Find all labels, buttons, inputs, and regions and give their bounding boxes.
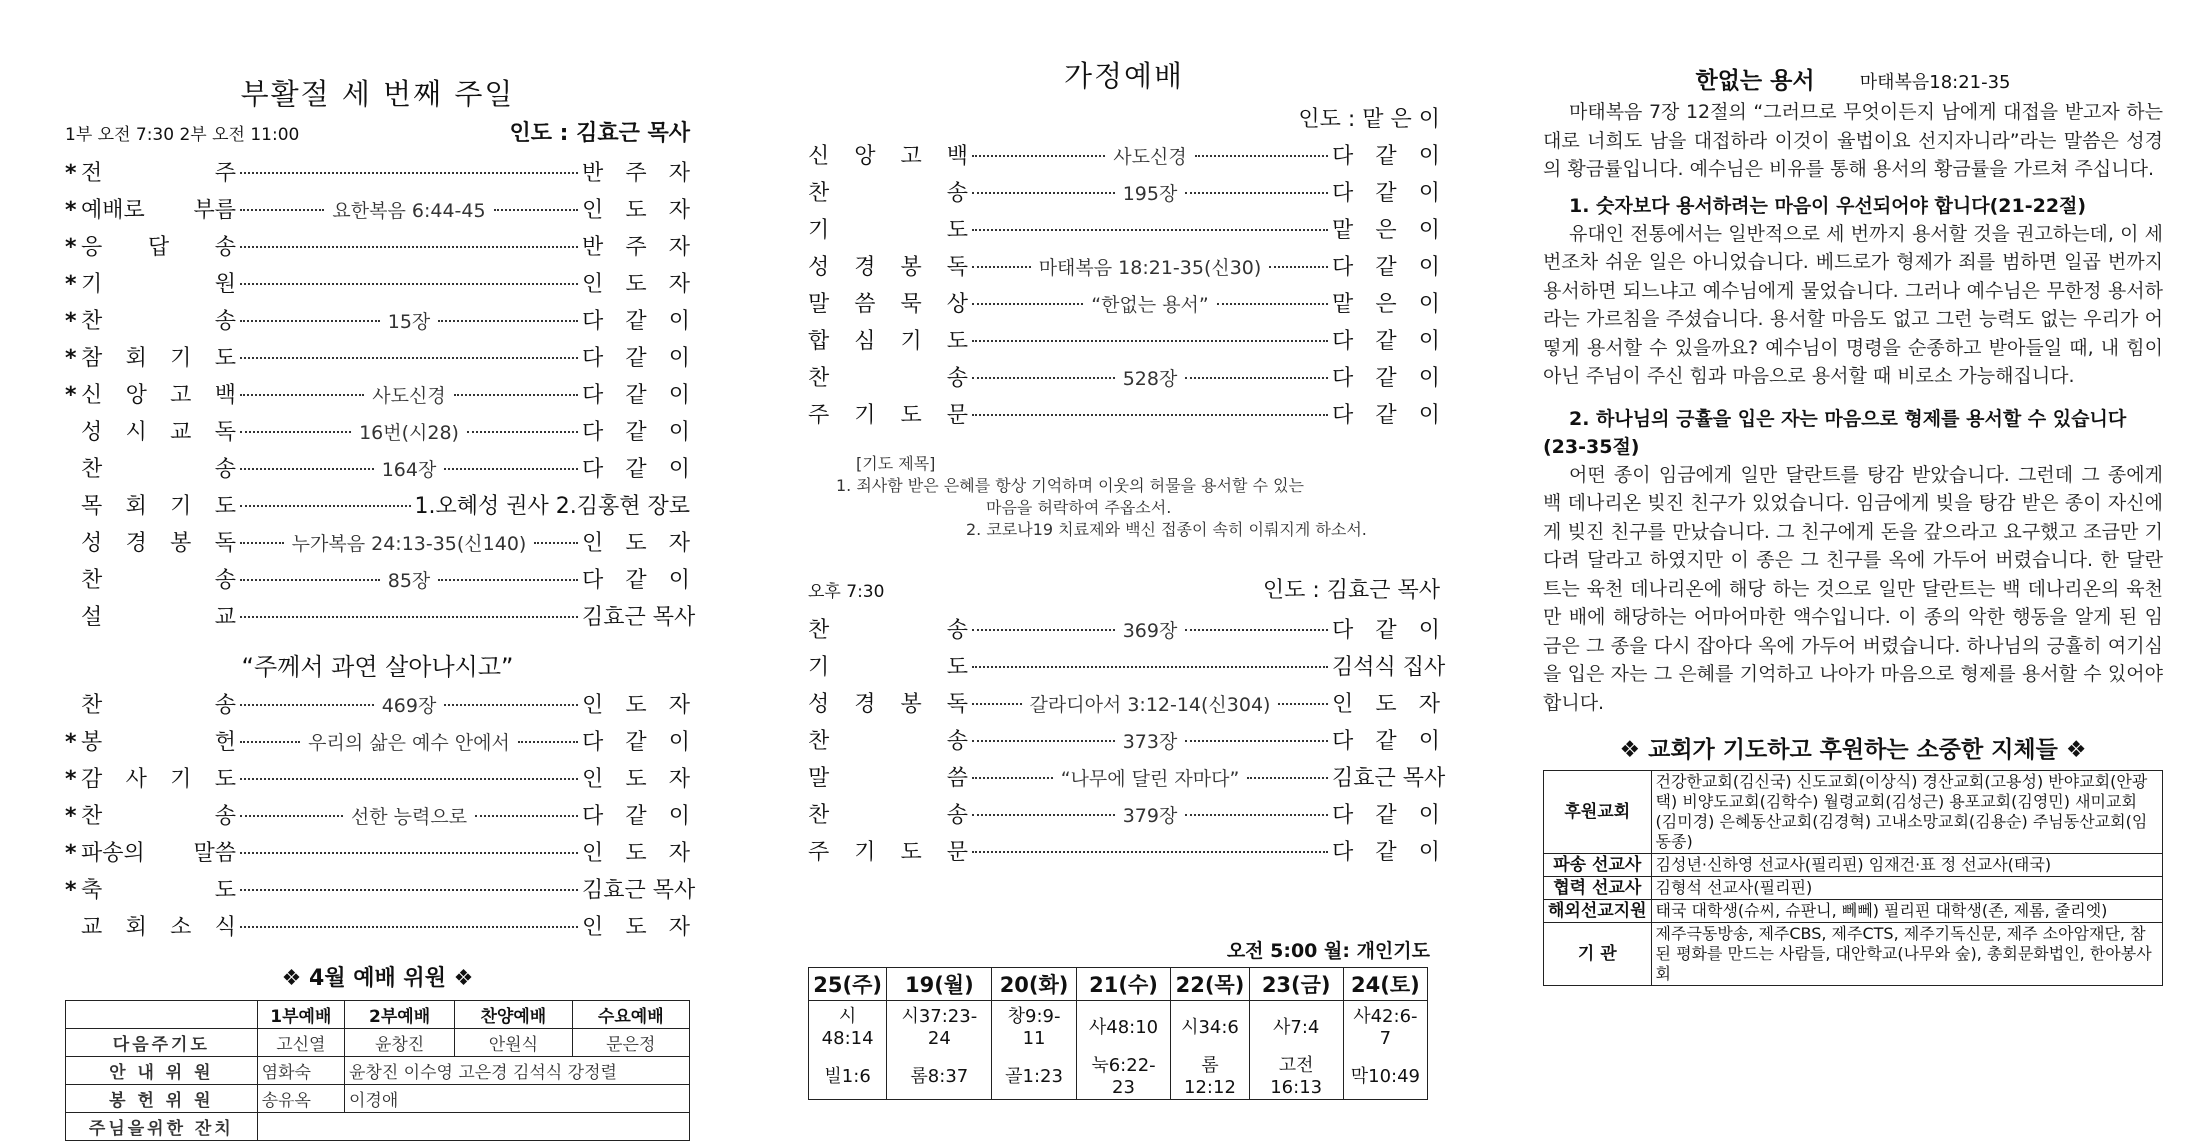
order-item-detail: 사도신경 (1113, 146, 1187, 168)
order-item-person: 다 같 이 (1332, 803, 1440, 828)
committee-header: 찬양예배 (455, 1001, 572, 1029)
order-item (808, 798, 1440, 835)
leader-dots (240, 692, 374, 706)
leader-dots (438, 567, 578, 581)
evening-time: 오후 7:30 (808, 582, 885, 602)
order-item-person: 다 같 이 (1332, 366, 1440, 391)
leader-dots (240, 729, 300, 743)
order-item (65, 526, 690, 563)
order-item (65, 799, 690, 836)
leader-dots (240, 840, 578, 854)
order-item (65, 600, 696, 637)
leader-dots (240, 197, 324, 211)
committee-header: 2부예배 (345, 1001, 455, 1029)
committee-header (66, 1001, 258, 1029)
committee-title: ❖ 4월 예배 위원 ❖ (281, 966, 474, 991)
order-item-label: 찬 송 (81, 693, 236, 718)
dawn-day-header: 25(주) (809, 968, 887, 1001)
support-detail: 김성년·신하영 선교사(필리핀) 임재건·표 정 선교사(태국) (1651, 854, 2162, 877)
point-1-paragraph: 유대인 전통에서는 일반적으로 세 번까지 용서할 것을 권고하는데, 이 세 번조차 쉬운 일은 아니었습니다. 베드로가 형제가 죄를 범하면 일곱 번까지 용서하면 되느냐고 예수님에게 물었습니다. 그러나 예수님은 무한정 용서하라는 가르침을 주셨습니다. 용서할 마음도 없고 그런 능력도 없는 우리가 어떻게 용서할 수 있을까요? 예수님이 명령을 순종하고 받아들일 때, 내 힘이 아닌 주님이 주신 힘과 마음으로 용서할 때 비로소 가능해집니다. (1543, 222, 2163, 387)
standing-mark: * (65, 767, 77, 792)
committee-role: 주님을위한 잔치 (66, 1113, 258, 1141)
order-item (808, 761, 1446, 798)
order-item (808, 287, 1440, 324)
order-item (65, 873, 696, 910)
order-item (65, 452, 690, 489)
order-item-label: 찬 송 (81, 804, 236, 829)
order-item-label: 합 심 기 도 (808, 329, 968, 354)
support-detail: 건강한교회(김신국) 신도교회(이상식) 경산교회(고용성) 반야교회(안광택) 비양도교회(김학수) 월령교회(김성근) 용포교회(김영민) 새미교회(김미경) 은혜동산교회(김경혁) 고내소망교회(김용순) 주님동산교회(임동종) (1651, 771, 2162, 854)
order-item-label: 참 회 기 도 (81, 346, 236, 371)
order-item-label: 말 씀 (808, 766, 968, 791)
order-item (65, 193, 690, 230)
order-item-label: 성 시 교 독 (81, 420, 236, 445)
order-item-label: 파송의 말씀 (81, 841, 236, 866)
support-table (1543, 770, 2163, 986)
meditation-reference: 마태복음18:21-35 (1859, 72, 2011, 93)
leader-dots (240, 234, 578, 248)
order-item (808, 687, 1440, 724)
order-item (65, 304, 690, 341)
order-item-detail: 갈라디아서 3:12-14(신304) (1029, 694, 1271, 716)
order-item-label: 찬 송 (81, 457, 236, 482)
leader-dots (240, 308, 380, 322)
order-item (808, 361, 1440, 398)
order-item-detail: 369장 (1122, 620, 1178, 642)
leader-dots (1278, 691, 1328, 705)
order-item-label: 찬 송 (808, 181, 968, 206)
leader-dots (972, 728, 1115, 742)
dawn-verse-cell: 막10:49 (1343, 1050, 1427, 1100)
committee-role: 안 내 위 원 (66, 1057, 258, 1085)
leader-dots (518, 729, 578, 743)
dawn-verse-cell: 롬8:37 (887, 1050, 992, 1100)
leader-dots (972, 802, 1115, 816)
order-item-label: 신 앙 고 백 (81, 383, 236, 408)
leader-dots (444, 692, 578, 706)
order-item-person: 맡 은 이 (1332, 218, 1440, 243)
order-item-person: 김효근 목사 (582, 878, 696, 903)
prayer-item-1-cont: 마음을 허락하여 주옵소서. (986, 498, 1172, 517)
leader-dots (1185, 728, 1328, 742)
order-item (65, 762, 690, 799)
order-item-person: 김효근 목사 (1332, 766, 1446, 791)
order-item-label: 기 원 (81, 272, 236, 297)
order-item (808, 176, 1440, 213)
committee-role: 다음주기도 (66, 1029, 258, 1057)
order-item-label: 기 도 (808, 655, 968, 680)
service-header (65, 116, 690, 156)
dawn-verse-cell: 고전16:13 (1249, 1050, 1343, 1100)
table-row (66, 1057, 690, 1085)
order-item-person: 반 주 자 (582, 235, 690, 260)
dawn-prayer-table (808, 967, 1428, 1100)
leader-label: 인도 : 김효근 목사 (509, 121, 690, 146)
order-item-label: 찬 송 (808, 366, 968, 391)
leader-dots (475, 803, 578, 817)
order-item-label: 찬 송 (808, 729, 968, 754)
order-item-label: 예배로 부름 (81, 198, 236, 223)
order-item-detail: 164장 (381, 459, 437, 481)
table-row (66, 1029, 690, 1057)
order-item-detail: 선한 능력으로 (350, 806, 468, 828)
order-item-person: 김석식 집사 (1332, 655, 1446, 680)
order-item (808, 139, 1440, 176)
order-item-person: 다 같 이 (582, 346, 690, 371)
leader-dots (240, 419, 351, 433)
leader-dots (1185, 180, 1328, 194)
order-item-person: 다 같 이 (1332, 840, 1440, 865)
leader-dots (467, 419, 578, 433)
order-item-detail: 16번(시28) (359, 422, 459, 444)
order-item (808, 324, 1440, 361)
committee-table (65, 1000, 690, 1141)
leader-dots (1217, 291, 1328, 305)
order-item-label: 감 사 기 도 (81, 767, 236, 792)
prayer-title: [기도 제목] (856, 454, 936, 473)
order-item-person: 인 도 자 (582, 915, 690, 940)
order-item-person: 1.오혜성 권사 2.김홍현 장로 (414, 494, 690, 519)
family-order-list (808, 139, 1440, 435)
order-item-label: 교 회 소 식 (81, 915, 236, 940)
order-item (65, 415, 690, 452)
leader-dots (240, 803, 343, 817)
support-category: 해외선교지원 (1544, 900, 1652, 923)
dawn-verse-cell: 사48:10 (1076, 1001, 1171, 1051)
order-item-detail: 195장 (1122, 183, 1178, 205)
point-1-heading: 1. 숫자보다 용서하려는 마음이 우선되어야 합니다(21-22절) (1569, 194, 2087, 217)
order-item-label: 찬 송 (81, 309, 236, 334)
order-item (65, 230, 690, 267)
order-item-detail: 사도신경 (372, 385, 446, 407)
leader-label: 인도 : 맡 은 이 (1298, 107, 1440, 132)
leader-dots (972, 365, 1115, 379)
leader-dots (972, 617, 1115, 631)
leader-dots (972, 839, 1328, 853)
family-leader (808, 102, 1440, 139)
point-2-paragraph: 어떤 종이 임금에게 일만 달란트를 탕감 받았습니다. 그런데 그 종에게 백 데나리온 빚진 친구가 있었습니다. 임금에게 빚을 탕감 받은 종이 자신에게 빚진 친구를 만났습니다. 그 친구에게 돈을 갚으라고 요구했고 조금만 기다려 달라고 하였지만 이 종은 그 친구를 옥에 가두어 버렸습니다. 한 달란트는 육천 데나리온에 해당 하는 것으로 일만 달란트는 백 데나리온의 육천만 배에 해당하는 어마어마한 액수입니다. 이 종의 악한 행동을 알게 된 임금은 그 종을 다시 잡아다 옥에 가두어 버렸습니다. 하나님의 긍휼히 여기심을 입은 자는 그 은혜를 기억하고 나아가 마음으로 형제를 용서할 수 있어야 합니다. (1543, 463, 2163, 714)
order-item-label: 찬 송 (808, 803, 968, 828)
committee-cell: 송유옥 (257, 1085, 344, 1113)
order-item (65, 378, 690, 415)
leader-dots (240, 345, 578, 359)
order-item-person: 김효근 목사 (582, 605, 696, 630)
order-item-person: 다 같 이 (582, 568, 690, 593)
standing-mark: * (65, 841, 77, 866)
order-item-detail: 마태복음 18:21-35(신30) (1038, 257, 1262, 279)
order-item (808, 613, 1440, 650)
dawn-verse-cell: 사42:6-7 (1343, 1001, 1427, 1051)
committee-cell (257, 1113, 689, 1141)
leader-dots (972, 254, 1031, 268)
support-detail: 제주극동방송, 제주CBS, 제주CTS, 제주기독신문, 제주 소아암재단, 참된 평화를 만드는 사람들, 대안학교(나무와 숲), 총회문화법인, 한아봉사회 (1651, 923, 2162, 986)
order-item-person: 맡 은 이 (1332, 292, 1440, 317)
meditation-header (1543, 62, 2163, 98)
support-category: 기 관 (1544, 923, 1652, 986)
support-detail: 김형석 선교사(필리핀) (1651, 877, 2162, 900)
committee-cell: 윤창진 이수영 고은경 김석식 강정렬 (345, 1057, 690, 1085)
leader-dots (1185, 617, 1328, 631)
table-row (1544, 900, 2163, 923)
leader-dots (240, 160, 578, 174)
leader-dots (240, 456, 374, 470)
order-item-person: 다 같 이 (1332, 329, 1440, 354)
table-row (1544, 854, 2163, 877)
column-worship-order (65, 0, 696, 1141)
leader-dots (240, 914, 578, 928)
order-item-person: 다 같 이 (582, 730, 690, 755)
committee-role: 봉 헌 위 원 (66, 1085, 258, 1113)
committee-header: 수요예배 (572, 1001, 689, 1029)
page-title: 부활절 세 번째 주일 (240, 77, 515, 111)
standing-mark: * (65, 730, 77, 755)
order-item-detail: 우리의 삶은 예수 안에서 (308, 732, 510, 754)
order-item (808, 724, 1440, 761)
leader-dots (972, 143, 1105, 157)
dawn-verse-cell: 시34:6 (1171, 1001, 1249, 1051)
order-item-label: 봉 헌 (81, 730, 236, 755)
dawn-verse-cell: 빌1:6 (809, 1050, 887, 1100)
committee-cell: 염화숙 (257, 1057, 344, 1085)
order-list (65, 156, 696, 637)
order-item (808, 250, 1440, 287)
dawn-verse-cell: 시48:14 (809, 1001, 887, 1051)
order-item-label: 설 교 (81, 605, 236, 630)
order-item-label: 응 답 송 (81, 235, 236, 260)
standing-mark: * (65, 272, 77, 297)
standing-mark: * (65, 235, 77, 260)
evening-leader: 인도 : 김효근 목사 (1262, 578, 1440, 603)
order-item (65, 725, 690, 762)
leader-dots (972, 291, 1083, 305)
leader-dots (444, 456, 578, 470)
evening-header (808, 573, 1440, 613)
standing-mark: * (65, 804, 77, 829)
order-item (808, 213, 1440, 250)
leader-dots (240, 877, 578, 891)
order-item-detail: 누가복음 24:13-35(신140) (291, 533, 527, 555)
order-item-person: 다 같 이 (582, 457, 690, 482)
order-item-label: 찬 송 (808, 618, 968, 643)
standing-mark: * (65, 383, 77, 408)
sermon-title: “주께서 과연 살아나시고” (241, 653, 514, 681)
order-item-person: 인 도 자 (582, 531, 690, 556)
order-item-person: 반 주 자 (582, 161, 690, 186)
order-item-person: 다 같 이 (1332, 729, 1440, 754)
support-title: ❖ 교회가 기도하고 후원하는 소중한 지체들 ❖ (1619, 737, 2087, 763)
dawn-verse-cell: 시37:23-24 (887, 1001, 992, 1051)
leader-dots (972, 180, 1115, 194)
order-item-label: 말 씀 묵 상 (808, 292, 968, 317)
order-item (65, 836, 690, 873)
order-item-detail: 373장 (1122, 731, 1178, 753)
dawn-day-header: 21(수) (1076, 968, 1171, 1001)
order-item-person: 다 같 이 (1332, 181, 1440, 206)
order-item (808, 398, 1440, 435)
order-item-person: 다 같 이 (1332, 618, 1440, 643)
committee-header: 1부예배 (257, 1001, 344, 1029)
order-item-person: 다 같 이 (1332, 403, 1440, 428)
order-item-detail: 85장 (387, 570, 431, 592)
order-list-2 (65, 688, 696, 947)
order-item-person: 인 도 자 (1332, 692, 1440, 717)
order-item-label: 축 도 (81, 878, 236, 903)
order-item-detail: “나무에 달린 자마다” (1060, 768, 1240, 790)
standing-mark: * (65, 309, 77, 334)
leader-dots (240, 567, 380, 581)
support-category: 파송 선교사 (1544, 854, 1652, 877)
support-detail: 태국 대학생(슈씨, 슈판니, 뻬뻬) 필리핀 대학생(존, 제롬, 줄리엣) (1651, 900, 2162, 923)
intro-paragraph: 마태복음 7장 12절의 “그러므로 무엇이든지 남에게 대접을 받고자 하는 대로 너희도 남을 대접하라 이것이 율법이요 선지자니라”라는 말씀은 성경의 황금률입니다. 예수님은 비유를 통해 용서의 황금률을 가르쳐 주십니다. (1543, 101, 2163, 180)
order-item (65, 156, 690, 193)
leader-dots (240, 604, 578, 618)
dawn-day-header: 23(금) (1249, 968, 1343, 1001)
leader-dots (494, 197, 578, 211)
order-item-detail: 469장 (381, 695, 437, 717)
leader-dots (972, 402, 1328, 416)
leader-dots (972, 217, 1328, 231)
dawn-day-header: 20(화) (992, 968, 1076, 1001)
leader-dots (240, 382, 364, 396)
order-item (65, 910, 690, 947)
leader-dots (240, 766, 578, 780)
leader-dots (972, 654, 1328, 668)
standing-mark: * (65, 878, 77, 903)
leader-dots (240, 530, 284, 544)
order-item-person: 다 같 이 (582, 309, 690, 334)
table-row (1544, 923, 2163, 986)
table-row (66, 1113, 690, 1141)
leader-dots (972, 765, 1053, 779)
leader-dots (240, 493, 411, 507)
leader-dots (1269, 254, 1328, 268)
order-item-detail: 379장 (1122, 805, 1178, 827)
evening-order-list (808, 613, 1446, 872)
dawn-verse-cell: 사7:4 (1249, 1001, 1343, 1051)
leader-dots (240, 271, 578, 285)
committee-cell: 문은정 (572, 1029, 689, 1057)
order-item-label: 신 앙 고 백 (808, 144, 968, 169)
order-item-label: 주 기 도 문 (808, 840, 968, 865)
meditation-title: 한없는 용서 (1695, 68, 1815, 94)
order-item-person: 인 도 자 (582, 767, 690, 792)
leader-dots (1247, 765, 1328, 779)
order-item-person: 다 같 이 (1332, 144, 1440, 169)
committee-cell: 윤창진 (345, 1029, 455, 1057)
support-category: 협력 선교사 (1544, 877, 1652, 900)
leader-dots (438, 308, 578, 322)
dawn-verse-cell: 골1:23 (992, 1050, 1076, 1100)
order-item (808, 835, 1440, 872)
order-item-detail: “한없는 용서” (1091, 294, 1209, 316)
dawn-day-header: 22(목) (1171, 968, 1249, 1001)
order-item-label: 성 경 봉 독 (81, 531, 236, 556)
leader-dots (972, 691, 1022, 705)
order-item-label: 성 경 봉 독 (808, 255, 968, 280)
prayer-topics (836, 453, 1440, 541)
support-category: 후원교회 (1544, 771, 1652, 854)
table-row (66, 1085, 690, 1113)
order-item-person: 다 같 이 (582, 383, 690, 408)
standing-mark: * (65, 198, 77, 223)
column-family-worship (808, 0, 1446, 1100)
order-item-detail: 528장 (1122, 368, 1178, 390)
dawn-verse-cell: 창9:9-11 (992, 1001, 1076, 1051)
point-2-heading: 2. 하나님의 긍휼을 입은 자는 마음으로 형제를 용서할 수 있습니다(23-35절) (1543, 407, 2127, 458)
dawn-prayer-title: 오전 5:00 월: 개인기도 (1226, 940, 1430, 962)
order-item-person: 인 도 자 (582, 272, 690, 297)
committee-cell: 안원식 (455, 1029, 572, 1057)
order-item-label: 전 주 (81, 161, 236, 186)
order-item-person: 다 같 이 (1332, 255, 1440, 280)
column-meditation (1543, 0, 2163, 986)
leader-dots (972, 328, 1328, 342)
standing-mark: * (65, 161, 77, 186)
leader-dots (534, 530, 578, 544)
order-item (65, 341, 690, 378)
table-row (1544, 771, 2163, 854)
order-item (65, 688, 690, 725)
order-item (65, 267, 690, 304)
order-item-label: 목 회 기 도 (81, 494, 236, 519)
leader-dots (1185, 365, 1328, 379)
order-item-label: 주 기 도 문 (808, 403, 968, 428)
prayer-item-1: 1. 죄사함 받은 은혜를 항상 기억하며 이웃의 허물을 용서할 수 있는 (836, 476, 1304, 495)
standing-mark: * (65, 346, 77, 371)
order-item (808, 650, 1446, 687)
order-item-person: 다 같 이 (582, 804, 690, 829)
table-row (1544, 877, 2163, 900)
order-item-label: 찬 송 (81, 568, 236, 593)
dawn-verse-cell: 롬12:12 (1171, 1050, 1249, 1100)
dawn-day-header: 24(토) (1343, 968, 1427, 1001)
service-times: 1부 오전 7:30 2부 오전 11:00 (65, 125, 300, 145)
order-item-person: 인 도 자 (582, 198, 690, 223)
order-item (65, 563, 690, 600)
prayer-item-2: 2. 코로나19 치료제와 백신 접종이 속히 이뤄지게 하소서. (966, 520, 1367, 539)
family-worship-title: 가정예배 (1063, 59, 1185, 93)
dawn-day-header: 19(월) (887, 968, 992, 1001)
order-item-detail: 15장 (387, 311, 431, 333)
order-item-detail: 요한복음 6:44-45 (332, 200, 486, 222)
order-item (65, 489, 690, 526)
order-item-person: 인 도 자 (582, 693, 690, 718)
leader-dots (454, 382, 578, 396)
committee-cell: 고신열 (257, 1029, 344, 1057)
leader-dots (1185, 802, 1328, 816)
order-item-person: 인 도 자 (582, 841, 690, 866)
committee-cell: 이경애 (345, 1085, 690, 1113)
dawn-verse-cell: 눅6:22-23 (1076, 1050, 1171, 1100)
order-item-person: 다 같 이 (582, 420, 690, 445)
leader-dots (1195, 143, 1328, 157)
order-item-label: 성 경 봉 독 (808, 692, 968, 717)
order-item-label: 기 도 (808, 218, 968, 243)
